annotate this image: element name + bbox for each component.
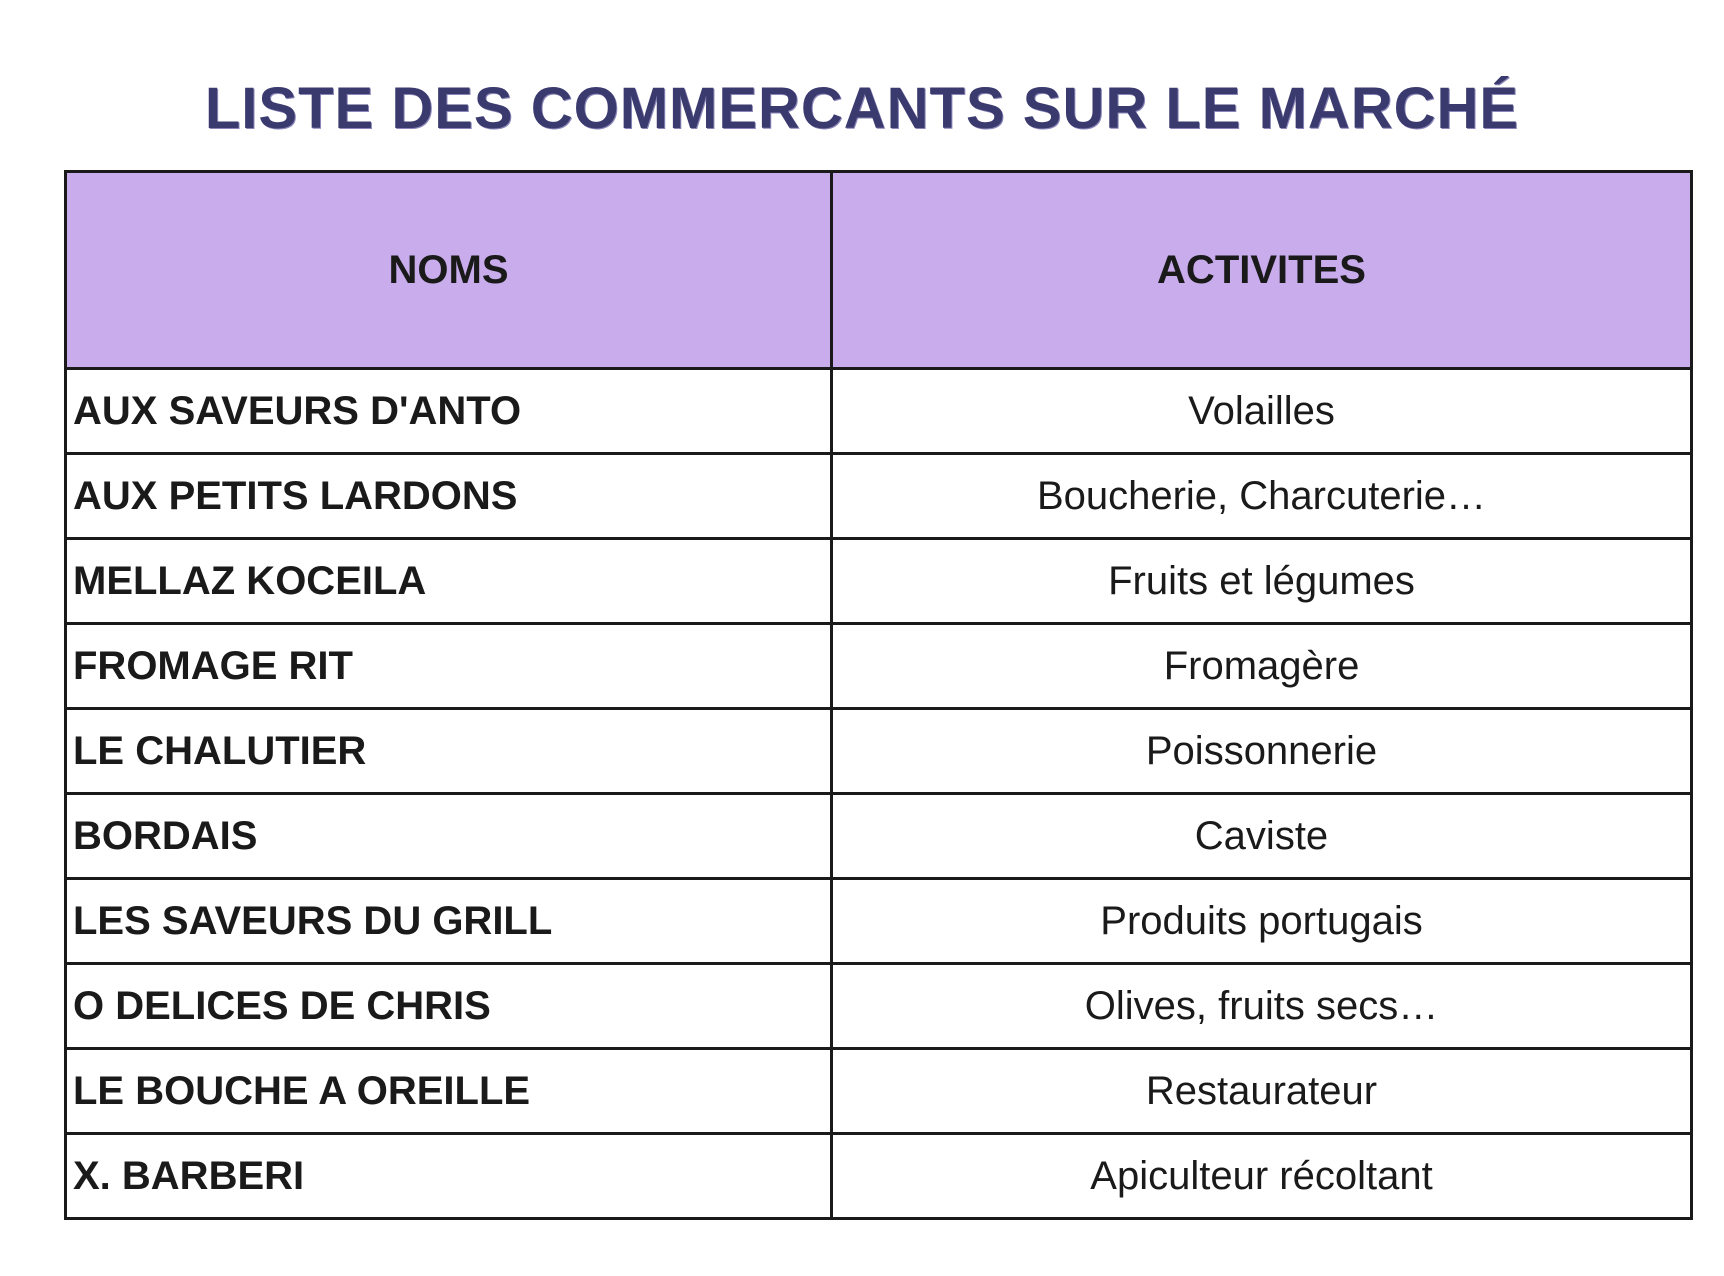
merchant-activity: Poissonnerie xyxy=(832,709,1692,794)
table-row xyxy=(66,1049,1692,1134)
merchant-name: AUX PETITS LARDONS xyxy=(66,454,832,539)
table-header-row xyxy=(66,172,1692,369)
table-row xyxy=(66,369,1692,454)
merchant-activity: Boucherie, Charcuterie… xyxy=(832,454,1692,539)
column-header-names: NOMS xyxy=(66,172,832,369)
merchant-name: AUX SAVEURS D'ANTO xyxy=(66,369,832,454)
merchant-table xyxy=(64,170,1693,1220)
table-header xyxy=(66,172,1692,369)
table-body xyxy=(66,369,1692,1219)
table-row xyxy=(66,709,1692,794)
merchant-activity: Fruits et légumes xyxy=(832,539,1692,624)
table-row xyxy=(66,539,1692,624)
merchant-name: O DELICES DE CHRIS xyxy=(66,964,832,1049)
merchant-name: MELLAZ KOCEILA xyxy=(66,539,832,624)
table-row xyxy=(66,879,1692,964)
table-row xyxy=(66,964,1692,1049)
merchant-name: LE BOUCHE A OREILLE xyxy=(66,1049,832,1134)
table-row xyxy=(66,454,1692,539)
page-title: LISTE DES COMMERCANTS SUR LE MARCHÉ xyxy=(204,75,1520,141)
table-row xyxy=(66,1134,1692,1219)
merchant-activity: Restaurateur xyxy=(832,1049,1692,1134)
column-header-activities: ACTIVITES xyxy=(832,172,1692,369)
table-row xyxy=(66,624,1692,709)
merchant-name: BORDAIS xyxy=(66,794,832,879)
merchant-activity: Olives, fruits secs… xyxy=(832,964,1692,1049)
merchant-activity: Apiculteur récoltant xyxy=(832,1134,1692,1219)
merchant-activity: Volailles xyxy=(832,369,1692,454)
merchant-activity: Produits portugais xyxy=(832,879,1692,964)
merchant-name: LE CHALUTIER xyxy=(66,709,832,794)
merchant-activity: Caviste xyxy=(832,794,1692,879)
merchant-name: FROMAGE RIT xyxy=(66,624,832,709)
merchant-activity: Fromagère xyxy=(832,624,1692,709)
merchant-name: X. BARBERI xyxy=(66,1134,832,1219)
merchant-name: LES SAVEURS DU GRILL xyxy=(66,879,832,964)
table-row xyxy=(66,794,1692,879)
